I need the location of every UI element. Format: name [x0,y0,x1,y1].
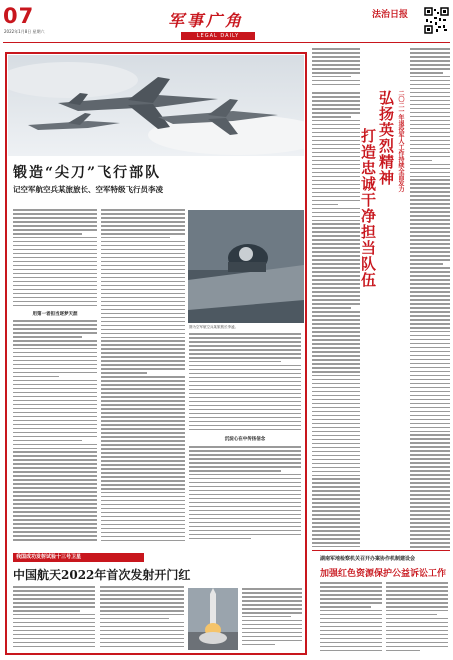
feature-body-column-1b [13,320,97,545]
feature-body-column-3 [189,333,301,433]
bottom-right-rule [312,550,450,551]
right-column-body-1 [312,92,360,547]
feature-subhead-2: 沉淀心在中传扬信念 [224,437,266,442]
fighter-jets-photo [8,55,304,156]
launch-article-body-2 [100,586,184,652]
right-column-intro [312,48,360,88]
right-headline-kicker: 二〇二一年退役军人工作持续全面发力 [397,90,404,192]
launch-article-body-3 [242,588,302,650]
feature-subhead-1: 用第一者担当逐梦天涯 [32,312,78,317]
procuratorate-article-title: 加强红色资源保护公益诉讼工作 [320,569,447,579]
procuratorate-article-kicker: 湖南军地检察机关召开办案协作机制建设会 [320,556,416,562]
procuratorate-article-body-1 [320,582,382,654]
rocket-launch-photo [188,588,238,650]
header-rule [3,42,450,43]
right-column-body-2 [410,48,450,548]
page-number: 07 [3,4,35,28]
right-headline-line2: 打造忠诚干净担当队伍 [359,128,377,288]
date-line: 2022年1月8日 星期六 [4,29,45,34]
launch-article-title: 中国航天2022年首次发射开门红 [13,568,191,582]
feature-body-column-3b [189,446,301,545]
launch-article-kicker: 我国成功发射试验十三号卫星 [13,553,144,562]
procuratorate-article-body-2 [386,582,448,654]
section-tag: LEGAL DAILY [181,32,255,40]
qr-code [424,7,449,34]
feature-body-column-2 [101,209,185,545]
right-headline-line1: 弘扬英烈精神 [377,90,395,186]
paper-logo: 法治日报 [372,10,409,20]
section-masthead: 军事广角 [168,11,245,30]
feature-title: 锻造“尖刀”飞行部队 [13,165,162,181]
feature-subtitle: 记空军航空兵某旅旅长、空军特级飞行员李凌 [13,185,163,194]
right-headline-block [359,90,406,310]
pilot-cockpit-photo [188,210,304,323]
feature-body-column-1 [13,209,97,309]
launch-article-body-1 [13,586,95,652]
photo-caption: 图为空军航空兵某旅旅长李凌。 [189,325,238,329]
